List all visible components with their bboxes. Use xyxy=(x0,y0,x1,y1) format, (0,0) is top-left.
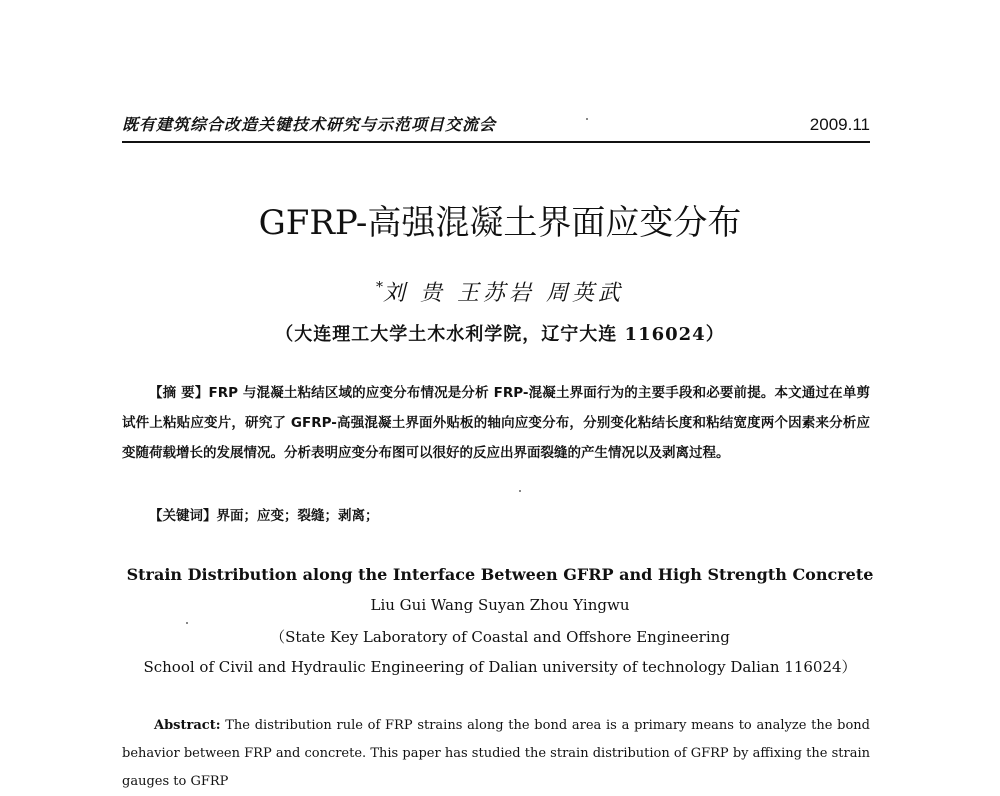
running-header xyxy=(122,112,870,143)
abstract-cn xyxy=(122,378,870,468)
abstract-cn-text: FRP 与混凝土粘结区域的应变分布情况是分析 FRP-混凝土界面行为的主要手段和必要前提。本文通过在单剪试件上粘贴应变片，研究了 GFRP-高强混凝土界面外贴板的轴向应变分布，分别变化粘结长度和粘结宽度两个因素来分析应变随荷载增长的发展情况。分析表明应变分布图可以很好的反应出界面裂缝的产生情况以及剥离过程。 xyxy=(122,385,870,461)
corresponding-author-mark: * xyxy=(376,279,383,296)
header-date: 2009.11 xyxy=(809,115,870,134)
scan-speck xyxy=(586,118,588,120)
author-list xyxy=(0,276,1000,307)
keywords-cn-label: 【关键词】 xyxy=(149,508,217,524)
abstract-en xyxy=(122,712,870,796)
english-title: Strain Distribution along the Interface Between GFRP and High Strength Concrete xyxy=(126,565,874,584)
keywords-cn-text: 界面；应变；裂缝；剥离； xyxy=(216,508,379,524)
english-affiliation-line-1: （State Key Laboratory of Coastal and Offshore Engineering xyxy=(270,628,730,646)
scan-speck xyxy=(519,490,521,492)
abstract-en-text: The distribution rule of FRP strains along the bond area is a primary means to analyze the bond behavior between FRP and concrete. This paper has studied the strain distribution of GFRP by affixing the strain gauges to GFRP xyxy=(122,718,871,789)
scan-speck xyxy=(186,622,188,624)
abstract-en-label: Abstract: xyxy=(154,718,221,733)
english-authors: Liu Gui Wang Suyan Zhou Yingwu xyxy=(370,596,630,614)
english-affiliation-line-2: School of Civil and Hydraulic Engineering of Dalian university of technology Dalian 116024） xyxy=(143,658,857,676)
affiliation: （大连理工大学土木水利学院，辽宁大连 116024） xyxy=(275,324,725,345)
abstract-cn-label: 【摘 要】 xyxy=(149,385,209,401)
author-names: 刘 贵 王苏岩 周英武 xyxy=(383,281,624,306)
keywords-cn xyxy=(122,504,870,524)
header-conference-name: 既有建筑综合改造关键技术研究与示范项目交流会 xyxy=(122,115,497,134)
paper-title: GFRP-高强混凝土界面应变分布 xyxy=(258,203,742,243)
